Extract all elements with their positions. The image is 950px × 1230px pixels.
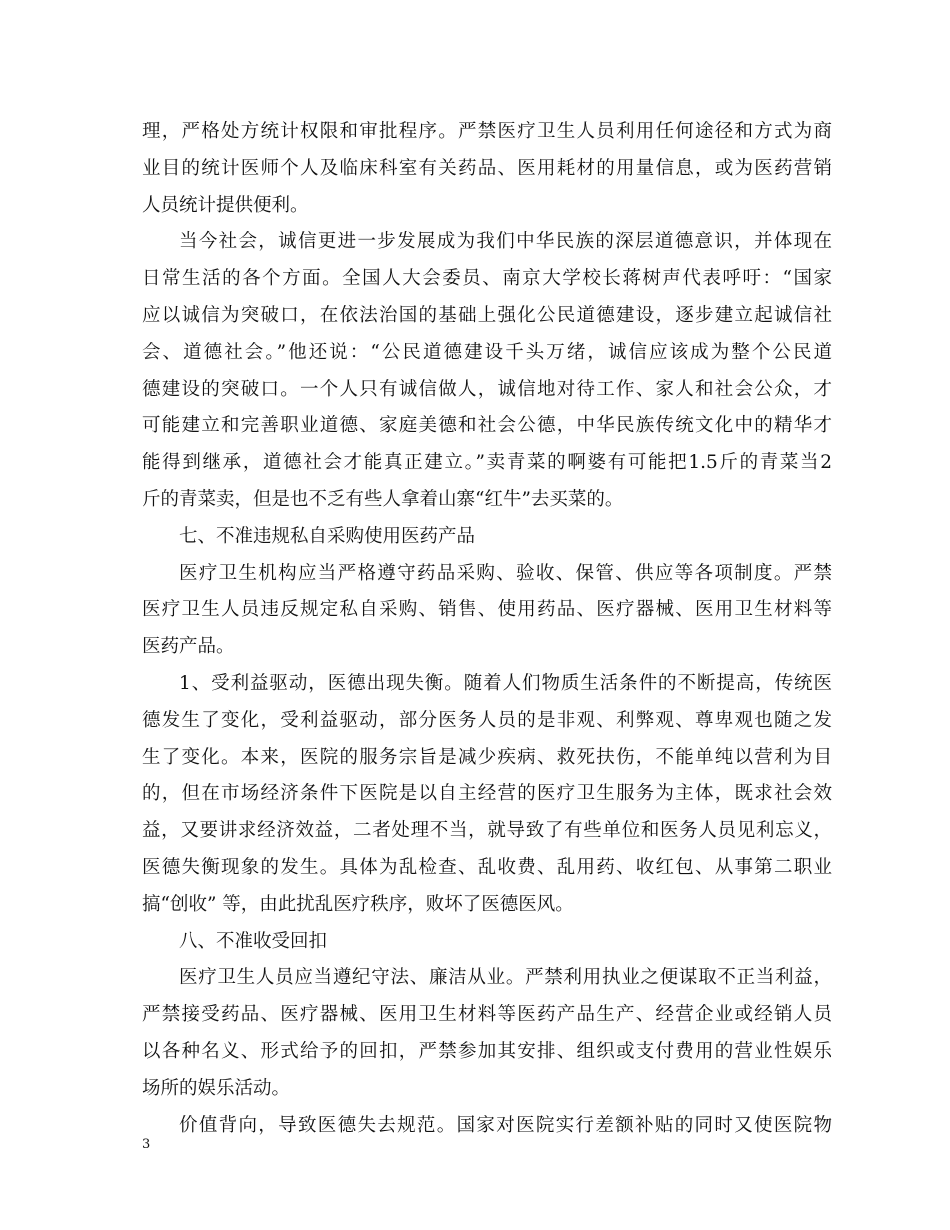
text-line: 1、受利益驱动，医德出现失衡。随着人们物质生活条件的不断提高，传统医 [179,672,832,694]
text-line: 以各种名义、形式给予的回扣，严禁参加其安排、组织或支付费用的营业性娱乐 [142,1040,832,1062]
text-line: 七、不准违规私自采购使用医药产品 [179,525,476,547]
text-line: 可能建立和完善职业道德、家庭美德和社会公德，中华民族传统文化中的精华才 [142,415,832,437]
text-line: 业目的统计医师个人及临床科室有关药品、医用耗材的用量信息，或为医药营销 [142,157,832,179]
text-line: 医疗卫生人员应当遵纪守法、廉洁从业。严禁利用执业之便谋取不正当利益， [179,967,832,989]
text-line: 当今社会，诚信更进一步发展成为我们中华民族的深层道德意识，并体现在 [179,231,832,253]
text-line: 严禁接受药品、医疗器械、医用卫生材料等医药产品生产、经营企业或经销人员 [142,1004,832,1026]
text-line: 的，但在市场经济条件下医院是以自主经营的医疗卫生服务为主体，既求社会效 [142,783,832,805]
text-line: 搞“创收” 等，由此扰乱医疗秩序，败坏了医德医风。 [142,893,574,915]
text-line: 理，严格处方统计权限和审批程序。严禁医疗卫生人员利用任何途径和方式为商 [142,121,832,142]
text-line: 日常生活的各个方面。全国人大会委员、南京大学校长蒋树声代表呼吁：“国家 [142,268,832,290]
text-line: 应以诚信为突破口，在依法治国的基础上强化公民道德建设，逐步建立起诚信社 [142,304,832,326]
text-line: 医疗卫生机构应当严格遵守药品采购、验收、保管、供应等各项制度。严禁 [179,562,832,584]
text-line: 价值背向，导致医德失去规范。国家对医院实行差额补贴的同时又使医院物 [179,1114,832,1136]
text-line: 生了变化。本来，医院的服务宗旨是减少疾病、救死扶伤，不能单纯以营利为目 [142,746,832,768]
text-line: 能得到继承，道德社会才能真正建立。”卖青菜的啊婆有可能把1.5斤的青菜当2 [142,452,832,474]
text-line: 斤的青菜卖，但是也不乏有些人拿着山寨“红牛”去买菜的。 [142,488,624,510]
text-line: 德建设的突破口。一个人只有诚信做人，诚信地对待工作、家人和社会公众，才 [142,378,832,400]
text-line: 医德失衡现象的发生。具体为乱检查、乱收费、乱用药、收红包、从事第二职业 [142,856,832,878]
text-line: 益，又要讲求经济效益，二者处理不当，就导致了有些单位和医务人员见利忘义， [142,820,832,842]
text-line: 场所的娱乐活动。 [142,1077,291,1099]
text-line: 人员统计提供便利。 [142,194,309,216]
document-body [142,114,832,1144]
text-line: 医疗卫生人员违反规定私自采购、销售、使用药品、医疗器械、医用卫生材料等 [142,599,832,621]
text-line: 八、不准收受回扣 [179,930,328,952]
text-line: 医药产品。 [142,636,235,658]
page-number: 3 [142,1137,151,1152]
text-line: 德发生了变化，受利益驱动，部分医务人员的是非观、利弊观、尊卑观也随之发 [142,709,832,731]
text-line: 会、道德社会。”他还说：“公民道德建设千头万绪，诚信应该成为整个公民道 [142,341,832,363]
